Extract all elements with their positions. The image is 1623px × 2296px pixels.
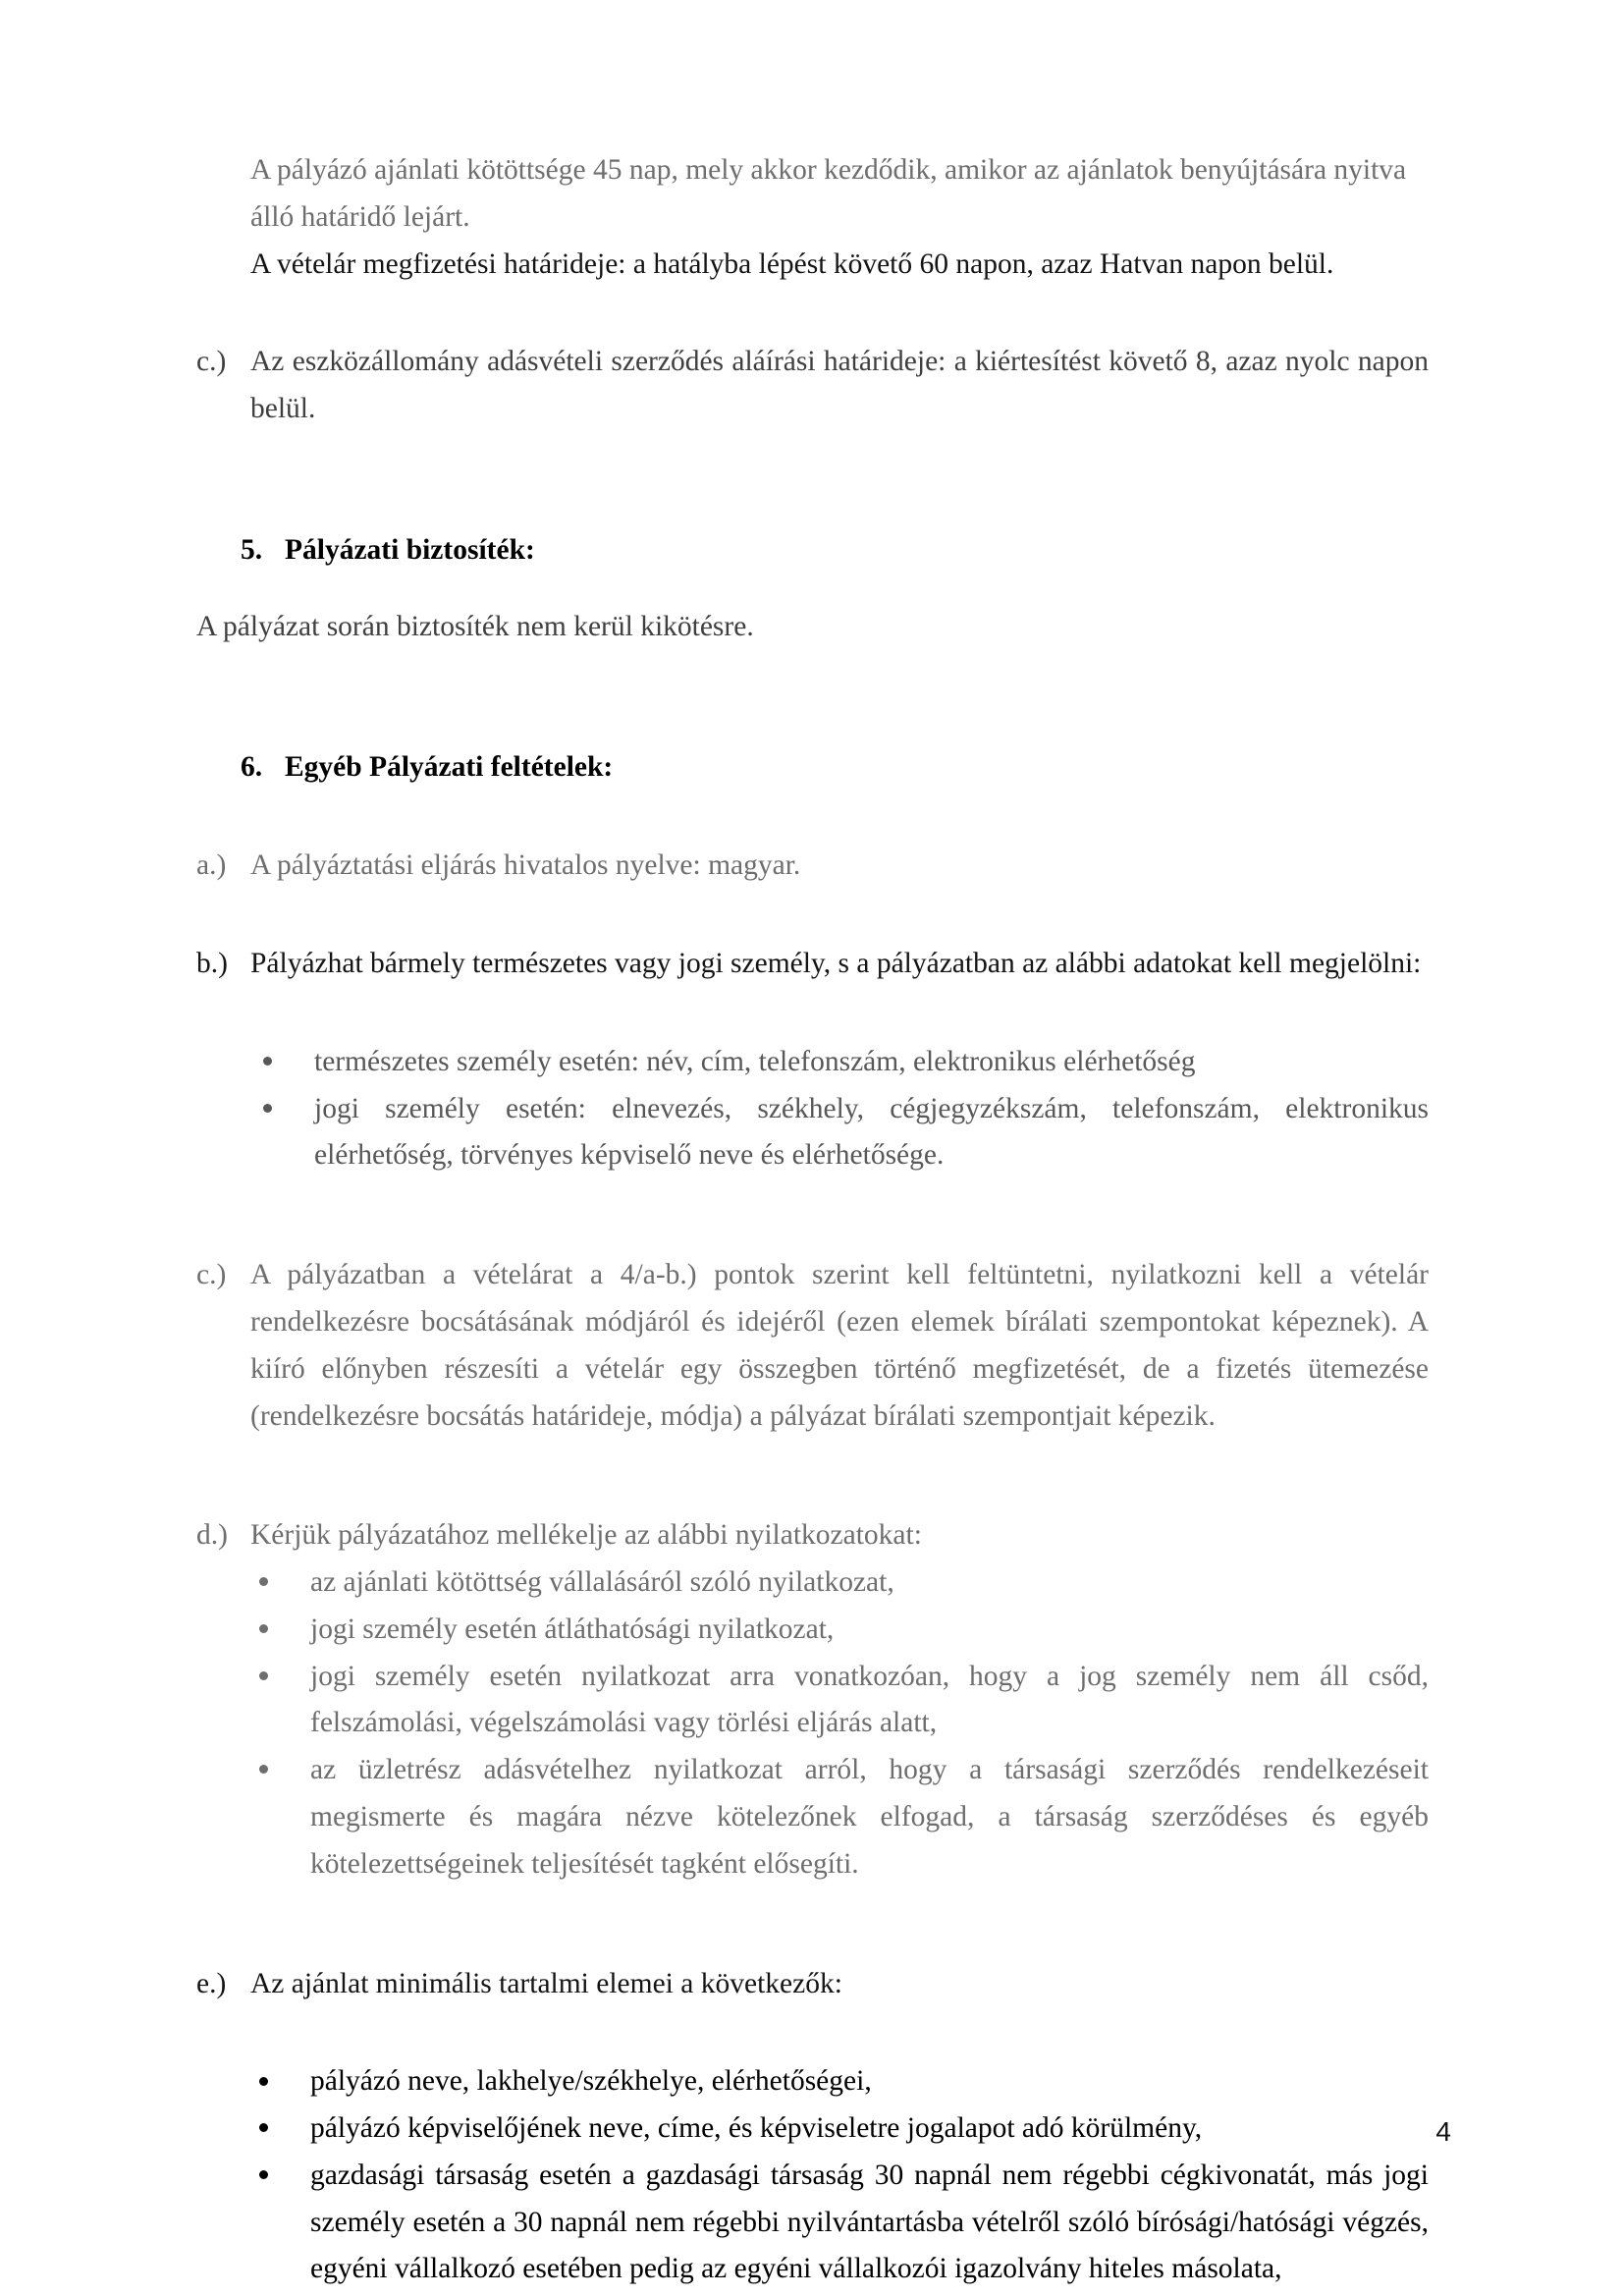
spacer bbox=[196, 574, 1429, 604]
section-6-title: Egyéb Pályázati feltételek: bbox=[285, 751, 614, 784]
section-6-number: 6. bbox=[241, 751, 263, 784]
list-item bbox=[257, 1039, 1429, 1086]
item-c-top-marker: c.) bbox=[196, 346, 227, 378]
list-item-text: természetes személy esetén: név, cím, telefonszám, elektronikus elérhetőség bbox=[314, 1045, 1196, 1077]
list-item bbox=[253, 1747, 1429, 1887]
item-b-bullet-list bbox=[257, 1039, 1429, 1179]
list-item bbox=[257, 1086, 1429, 1180]
item-c-top-text: Az eszközállomány adásvételi szerződés aláírási határideje: a kiértesítést követő 8, azaz nyolc napon belül. bbox=[250, 346, 1429, 425]
list-item bbox=[253, 1607, 1429, 1654]
list-item-text: az ajánlati kötöttség vállalásáról szóló nyilatkozat, bbox=[310, 1566, 894, 1599]
list-item bbox=[253, 1654, 1429, 1748]
item-a-text: A pályáztatási eljárás hivatalos nyelve: magyar. bbox=[250, 849, 801, 882]
item-c-marker: c.) bbox=[196, 1259, 227, 1291]
item-e-bullet-list bbox=[253, 2058, 1429, 2293]
spacer bbox=[196, 650, 1429, 744]
list-item bbox=[253, 2153, 1429, 2293]
list-item-text: jogi személy esetén nyilatkozat arra vonatkozóan, hogy a jog személy nem áll csőd, felszámolási, végelszámolási vagy törlési eljárás alatt, bbox=[310, 1660, 1429, 1739]
item-b-marker: b.) bbox=[196, 948, 228, 980]
paragraph-binding-period: A pályázó ajánlati kötöttsége 45 nap, mely akkor kezdődik, amikor az ajánlatok benyújtására nyitva álló határidő lejárt. bbox=[250, 154, 1407, 233]
spacer bbox=[196, 2007, 1429, 2058]
list-item-text: pályázó képviselőjének neve, címe, és képviseletre jogalapot adó körülmény, bbox=[310, 2112, 1203, 2145]
item-d-marker: d.) bbox=[196, 1519, 228, 1552]
list-item bbox=[253, 2058, 1429, 2105]
list-item-text: jogi személy esetén átláthatósági nyilatkozat, bbox=[310, 1613, 835, 1645]
item-e-marker: e.) bbox=[196, 1967, 227, 1999]
spacer bbox=[196, 1888, 1429, 1961]
paragraph-binding-period-block bbox=[196, 147, 1429, 242]
bullet-dot-icon bbox=[263, 1104, 272, 1113]
bullet-dot-icon bbox=[259, 2077, 268, 2086]
list-item bbox=[253, 2105, 1429, 2153]
item-e bbox=[196, 1961, 1429, 2008]
list-item-text: pályázó neve, lakhelye/székhelye, elérhetőségei, bbox=[310, 2065, 872, 2098]
item-c bbox=[196, 1252, 1429, 1440]
item-b-intro: Pályázhat bármely természetes vagy jogi személy, s a pályázatban az alábbi adatokat kell megjelölni: bbox=[250, 948, 1422, 980]
bullet-dot-icon bbox=[259, 1624, 268, 1633]
paragraph-payment-deadline-block bbox=[196, 242, 1429, 289]
item-c-top bbox=[196, 339, 1429, 433]
bullet-dot-icon bbox=[259, 2170, 268, 2179]
spacer bbox=[196, 288, 1429, 339]
item-d bbox=[196, 1512, 1429, 1559]
item-a-marker: a.) bbox=[196, 849, 227, 882]
bullet-dot-icon bbox=[259, 2123, 268, 2132]
item-d-intro: Kérjük pályázatához mellékelje az alábbi nyilatkozatokat: bbox=[250, 1519, 922, 1552]
section-5-body: A pályázat során biztosíték nem kerül kikötésre. bbox=[196, 610, 754, 642]
bullet-dot-icon bbox=[263, 1057, 272, 1066]
item-a bbox=[196, 843, 1429, 890]
spacer bbox=[196, 988, 1429, 1039]
bullet-dot-icon bbox=[259, 1765, 268, 1774]
item-e-intro: Az ajánlat minimális tartalmi elemei a következők: bbox=[250, 1967, 842, 1999]
section-5-title: Pályázati biztosíték: bbox=[285, 533, 535, 566]
section-5-heading bbox=[241, 527, 1429, 574]
spacer bbox=[196, 890, 1429, 941]
spacer bbox=[196, 792, 1429, 843]
list-item bbox=[253, 1559, 1429, 1607]
section-6-heading bbox=[241, 744, 1429, 792]
list-item-text: jogi személy esetén: elnevezés, székhely, cégjegyzékszám, telefonszám, elektronikus elérhetőség, törvényes képviselő neve és elérhetősége. bbox=[314, 1092, 1429, 1172]
bullet-dot-icon bbox=[259, 1577, 268, 1586]
item-c-text: A pályázatban a vételárat a 4/a-b.) pontok szerint kell feltüntetni, nyilatkozni kell a vételár rendelkezésre bocsátásának módjáról és idejéről (ezen elemek bírálati szempontokat képeznek). A kiíró előnyben részesíti a vételár egy összegben történő megfizetését, de a fizetés ütemezése (rendelkezésre bocsátás határideje, módja) a pályázat bírálati szempontjait képezik. bbox=[250, 1259, 1429, 1432]
page-content bbox=[196, 147, 1429, 2293]
page-number: 4 bbox=[1435, 2116, 1451, 2147]
spacer bbox=[196, 1179, 1429, 1252]
spacer bbox=[196, 1440, 1429, 1512]
list-item-text: az üzletrész adásvételhez nyilatkozat arról, hogy a társasági szerződés rendelkezéseit megismerte és magára nézve kötelezőnek elfogad, a társaság szerződéses és egyéb kötelezettségeinek teljesítését tagként elősegíti. bbox=[310, 1754, 1429, 1880]
paragraph-payment-deadline: A vételár megfizetési határideje: a hatályba lépést követő 60 napon, azaz Hatvan napon belül. bbox=[250, 247, 1334, 280]
item-d-bullet-list bbox=[253, 1559, 1429, 1887]
spacer bbox=[196, 433, 1429, 527]
bullet-dot-icon bbox=[259, 1671, 268, 1680]
list-item-text: gazdasági társaság esetén a gazdasági társaság 30 napnál nem régebbi cégkivonatát, más jogi személy esetén a 30 napnál nem régebbi nyilvántartásba vételről szóló bírósági/hatósági végzés, egyéni vállalkozó esetében pedig az egyéni vállalkozói igazolvány hiteles másolata, bbox=[310, 2159, 1429, 2285]
item-b bbox=[196, 941, 1429, 988]
section-5-number: 5. bbox=[241, 533, 263, 566]
